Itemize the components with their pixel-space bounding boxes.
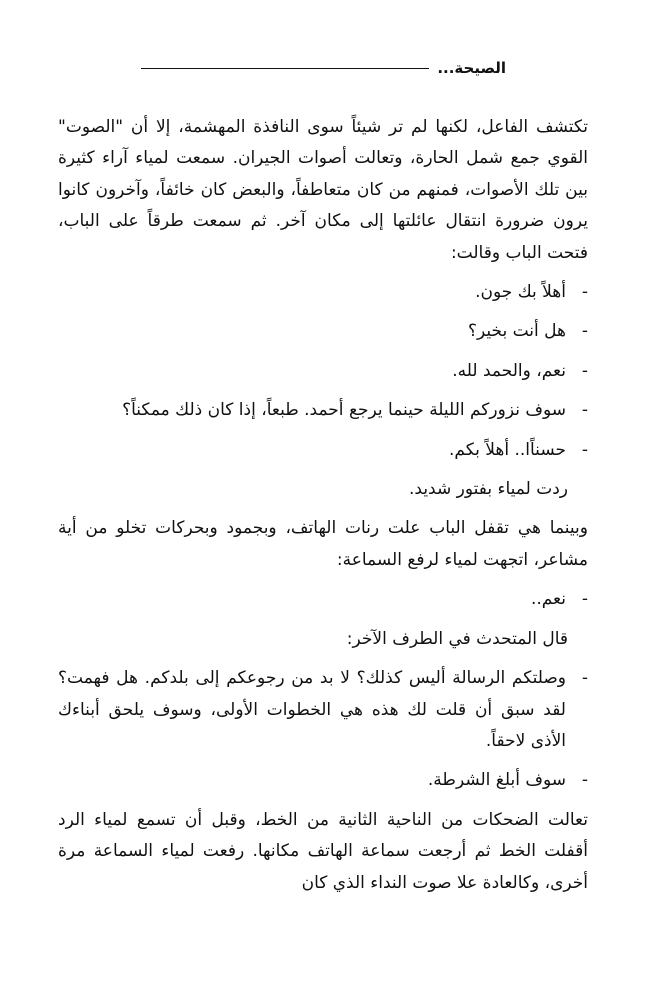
narration: ردت لمياء بفتور شديد.	[409, 479, 568, 500]
dialogue-dash: -	[581, 668, 588, 689]
dialogue-text: سوف نزوركم الليلة حينما يرجع أحمد. طبعاً، إذا كان ذلك ممكناً؟	[122, 400, 566, 421]
dialogue-text: هل أنت بخير؟	[467, 321, 566, 342]
narration: قال المتحدث في الطرف الآخر:	[346, 628, 568, 649]
page-body	[58, 112, 588, 899]
dialogue-text: نعم..	[530, 589, 566, 610]
dialogue-text: وصلتكم الرسالة أليس كذلك؟ لا بد من رجوعكم إلى بلدكم. هل فهمت؟ لقد سبق أن قلت لك هذه هي الخطوات الأولى، وسوف يلحق أبناءك الأذى لاحقاً.	[58, 668, 566, 751]
dialogue-dash: -	[581, 321, 588, 342]
dialogue-line	[58, 765, 588, 796]
dialogue-text: سوف أبلغ الشرطة.	[427, 770, 566, 791]
dialogue-dash: -	[581, 439, 588, 460]
dialogue-dash: -	[581, 282, 588, 303]
dialogue-line	[58, 435, 588, 466]
running-header	[141, 56, 506, 80]
dialogue-dash: -	[581, 770, 588, 791]
dialogue-line	[58, 395, 588, 426]
dialogue-dash: -	[581, 400, 588, 421]
paragraph: تعالت الضحكات من الناحية الثانية من الخط، وقبل أن تسمع لمياء الرد أقفلت الخط ثم أرجعت سماعة الهاتف مكانها. رفعت لمياء السماعة مرة أخرى، وكالعادة علا صوت النداء الذي كان	[58, 809, 588, 893]
paragraph: تكتشف الفاعل، لكنها لم تر شيئاً سوى النافذة المهشمة، إلا أن "الصوت" القوي جمع شمل الحارة، وتعالت أصوات الجيران. سمعت لمياء آراء كثيرة بين تلك الأصوات، فمنهم من كان متعاطفاً، والبعض كان خائفاً، وآخرون كانوا يرون ضرورة انتقال عائلتها إلى مكان آخر. ثم سمعت طرقاً على الباب، فتحت الباب وقالت:	[58, 117, 588, 263]
dialogue-dash: -	[581, 360, 588, 381]
dialogue-line	[58, 277, 588, 308]
dialogue-line	[58, 316, 588, 347]
dialogue-text: حسناًا.. أهلاً بكم.	[449, 439, 566, 460]
dialogue-line	[58, 663, 588, 757]
header-rule	[141, 68, 429, 69]
dialogue-line	[58, 584, 588, 615]
chapter-title: الصيحة...	[437, 59, 506, 77]
paragraph: وبينما هي تقفل الباب علت رنات الهاتف، وبجمود وبحركات تخلو من أية مشاعر، اتجهت لمياء لرفع السماعة:	[58, 518, 588, 570]
dialogue-text: أهلاً بك جون.	[475, 282, 566, 303]
dialogue-line	[58, 356, 588, 387]
dialogue-dash: -	[581, 589, 588, 610]
dialogue-text: نعم، والحمد لله.	[452, 360, 566, 381]
